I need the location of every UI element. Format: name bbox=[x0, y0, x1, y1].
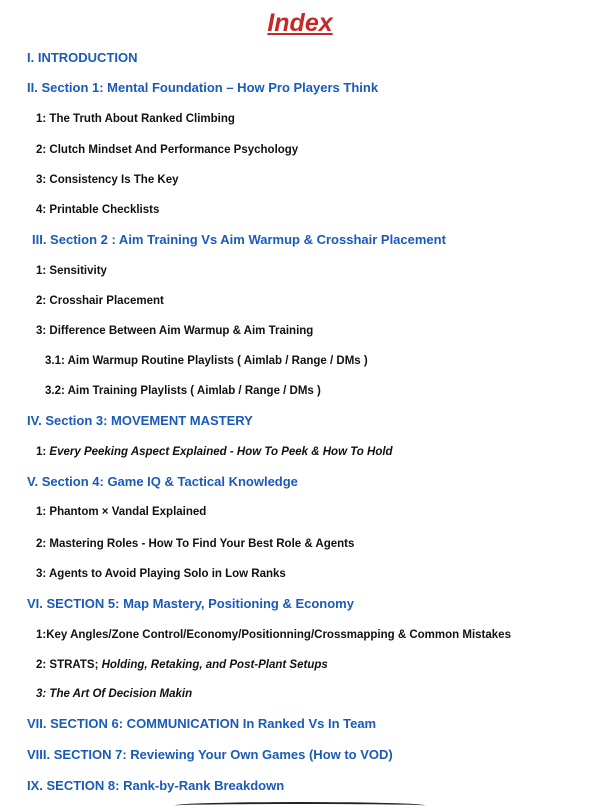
page-title: Index bbox=[267, 9, 333, 37]
toc-section-6[interactable]: VII. SECTION 6: COMMUNICATION In Ranked Vs In Team bbox=[27, 716, 377, 731]
toc-subitem[interactable]: 3.1: Aim Warmup Routine Playlists ( Aimlab / Range / DMs ) bbox=[45, 355, 368, 367]
toc-section-4[interactable]: V. Section 4: Game IQ & Tactical Knowledge bbox=[27, 474, 298, 489]
toc-section-5[interactable]: VI. SECTION 5: Map Mastery, Positioning & Economy bbox=[27, 596, 354, 611]
toc-item[interactable]: 3: Consistency Is The Key bbox=[36, 174, 179, 186]
toc-section-introduction[interactable]: I. INTRODUCTION bbox=[27, 50, 138, 65]
toc-item-title: Holding, Retaking, and Post-Plant Setups bbox=[101, 659, 328, 671]
toc-item[interactable]: 3: The Art Of Decision Makin bbox=[36, 688, 193, 700]
toc-item[interactable]: 2: Mastering Roles - How To Find Your Best Role & Agents bbox=[36, 538, 355, 550]
toc-section-2[interactable]: III. Section 2 : Aim Training Vs Aim Warmup & Crosshair Placement bbox=[32, 232, 446, 247]
footer-decoration bbox=[175, 802, 425, 809]
toc-section-7[interactable]: VIII. SECTION 7: Reviewing Your Own Games (How to VOD) bbox=[27, 747, 393, 762]
toc-section-1[interactable]: II. Section 1: Mental Foundation – How Pro Players Think bbox=[27, 80, 379, 95]
toc-item[interactable] bbox=[36, 444, 393, 460]
toc-item-number: 2: STRATS; bbox=[36, 659, 102, 671]
toc-item[interactable]: 1: The Truth About Ranked Climbing bbox=[36, 113, 235, 125]
toc-item[interactable]: 2: Clutch Mindset And Performance Psychology bbox=[36, 144, 299, 156]
toc-item[interactable]: 1: Phantom × Vandal Explained bbox=[36, 506, 207, 518]
toc-item[interactable]: 3: Agents to Avoid Playing Solo in Low Ranks bbox=[36, 568, 286, 580]
toc-item[interactable]: 1:Key Angles/Zone Control/Economy/Positionning/Crossmapping & Common Mistakes bbox=[36, 629, 511, 641]
toc-section-3[interactable]: IV. Section 3: MOVEMENT MASTERY bbox=[27, 413, 253, 428]
toc-item-title: Every Peeking Aspect Explained - How To Peek & How To Hold bbox=[49, 446, 393, 458]
toc-section-8[interactable]: IX. SECTION 8: Rank-by-Rank Breakdown bbox=[27, 778, 285, 793]
toc-item[interactable]: 1: Sensitivity bbox=[36, 265, 107, 277]
toc-item[interactable]: 3: Difference Between Aim Warmup & Aim Training bbox=[36, 325, 314, 337]
toc-item[interactable]: 2: Crosshair Placement bbox=[36, 295, 164, 307]
toc-subitem[interactable]: 3.2: Aim Training Playlists ( Aimlab / Range / DMs ) bbox=[45, 385, 321, 397]
toc-item[interactable]: 4: Printable Checklists bbox=[36, 204, 160, 216]
toc-item[interactable] bbox=[36, 657, 328, 673]
toc-item-number: 1: bbox=[36, 446, 50, 458]
